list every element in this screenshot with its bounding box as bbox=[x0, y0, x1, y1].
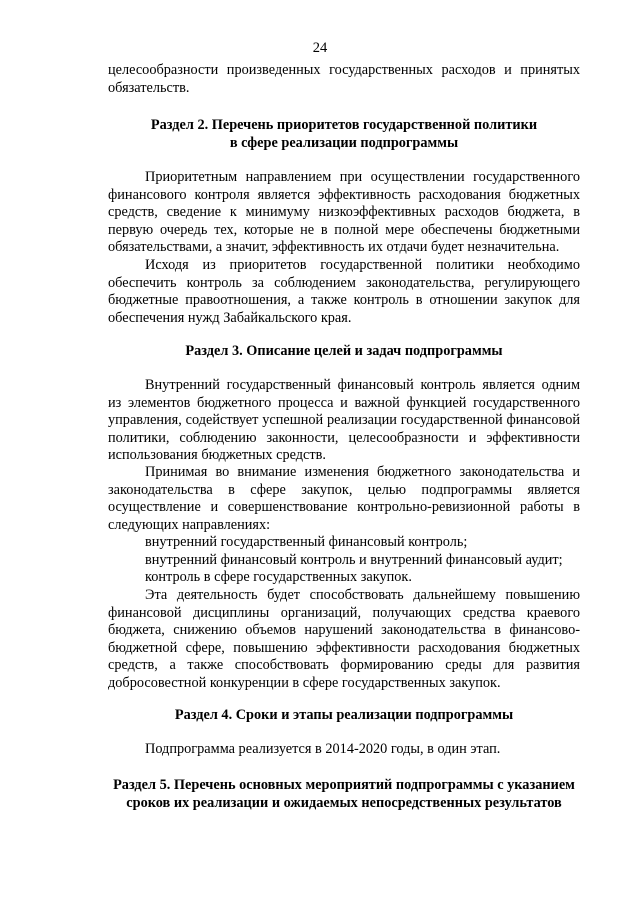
section-2-paragraph-1: Приоритетным направлением при осуществлении государственного финансового контроля является эффективность расходования бюджетных средств, сведение к минимуму низкоэффективных расходов бюджета, в первую очередь тех, которые не в полной мере обеспечены бюджетными обязательствами, а значит, эффективность их отдачи будет незначительна. bbox=[108, 169, 580, 256]
section-3-heading bbox=[108, 343, 580, 361]
section-3-title: Раздел 3. Описание целей и задач подпрограммы bbox=[185, 343, 503, 359]
continuation-paragraph: целесообразности произведенных государственных расходов и принятых обязательств. bbox=[108, 62, 580, 96]
section-4-paragraph: Подпрограмма реализуется в 2014-2020 годы, в один этап. bbox=[145, 741, 501, 757]
list-item: внутренний финансовый контроль и внутренний финансовый аудит; bbox=[145, 551, 563, 568]
section-3-paragraph-1: Внутренний государственный финансовый контроль является одним из элементов бюджетного процесса и важной функцией государственного управления, содействует успешной реализации государственной финансовой политики, соблюдению законности, целесообразности и эффективности использования бюджетных средств. bbox=[108, 377, 580, 464]
section-4-heading bbox=[108, 707, 580, 725]
list-item: внутренний государственный финансовый контроль; bbox=[145, 534, 468, 550]
list-item: контроль в сфере государственных закупок. bbox=[145, 569, 412, 586]
section-2-title-line-2: в сфере реализации подпрограммы bbox=[229, 134, 459, 151]
section-5-heading bbox=[108, 777, 580, 812]
section-2-title-line-1: Раздел 2. Перечень приоритетов государственной политики bbox=[150, 117, 538, 133]
section-2-paragraph-2: Исходя из приоритетов государственной политики необходимо обеспечить контроль за соблюдением законодательства, регулирующего бюджетные правоотношения, а также контроль в отношении закупок для обеспечения нужд Забайкальского края. bbox=[108, 257, 580, 326]
section-4-title: Раздел 4. Сроки и этапы реализации подпрограммы bbox=[174, 707, 514, 723]
section-2-heading bbox=[108, 117, 580, 152]
section-3-list bbox=[108, 534, 580, 587]
section-3-paragraph-2: Принимая во внимание изменения бюджетного законодательства и законодательства в сфере закупок, целью подпрограммы является осуществление и совершенствование контрольно-ревизионной работы в следующих направлениях: bbox=[108, 464, 580, 533]
page-number: 24 bbox=[312, 40, 328, 56]
section-5-title-line-2: сроков их реализации и ожидаемых непосредственных результатов bbox=[126, 794, 562, 811]
section-3-paragraph-3: Эта деятельность будет способствовать дальнейшему повышению финансовой дисциплины организаций, получающих средства краевого бюджета, снижению объемов нарушений законодательства в финансово-бюджетной сфере, повышению эффективности расходования бюджетных средств, а также способствовать формированию среды для развития добросовестной конкуренции в сфере государственных закупок. bbox=[108, 587, 580, 691]
section-5-title-line-1: Раздел 5. Перечень основных мероприятий подпрограммы с указанием bbox=[113, 777, 575, 793]
